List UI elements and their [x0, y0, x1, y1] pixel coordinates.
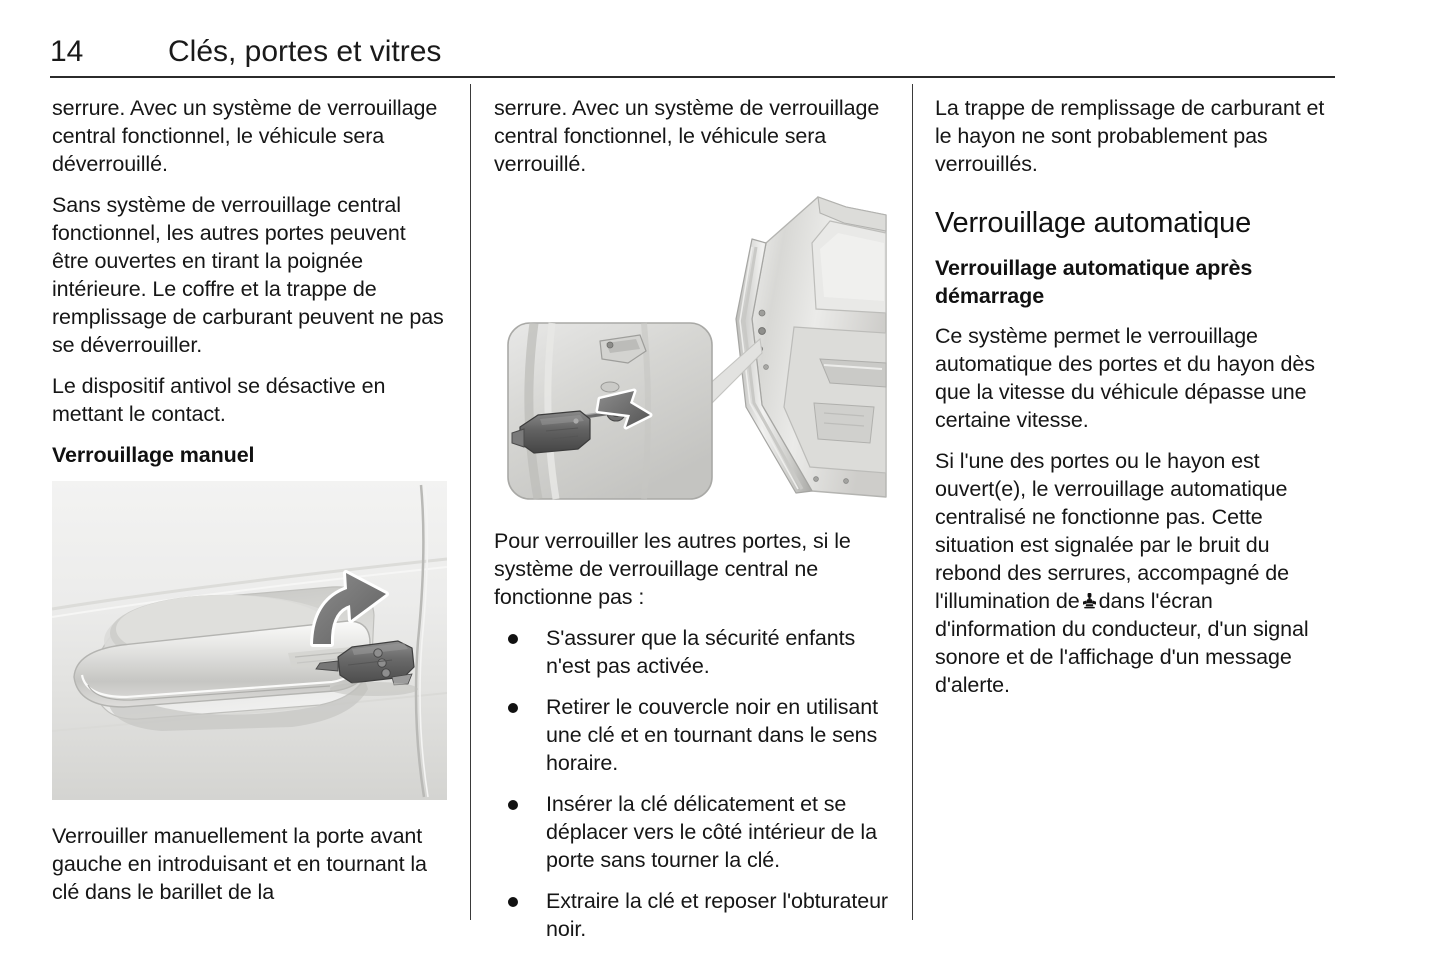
subheading-auto-lock-after-start: Verrouillage automatique après démarrage	[935, 256, 1253, 308]
column-three	[935, 94, 1331, 699]
subheading-manual-locking: Verrouillage manuel	[52, 443, 255, 467]
bullet-icon	[508, 634, 518, 644]
page-number: 14	[50, 35, 84, 68]
paragraph: serrure. Avec un système de verrouillage central fonctionnel, le véhicule sera déverrouillé.	[52, 96, 438, 176]
page-header	[50, 34, 1335, 74]
warning-text-part-2: dans l'écran d'information du conducteur, d'un signal sonore et de l'affichage d'un message d'alerte.	[935, 589, 1309, 697]
open-door-lock-detail-illustration	[494, 191, 889, 507]
header-divider-rule	[50, 76, 1335, 78]
warning-text-part-1: Si l'une des portes ou le hayon est ouvert(e), le verrouillage automatique centralisé ne fonctionne pas. Cette situation est signalée par le bruit du rebond des serrures, accompagné de l'illumination de	[935, 449, 1289, 613]
paragraph-with-warning-icon	[935, 447, 1331, 699]
list-item	[494, 693, 890, 777]
column-two	[494, 94, 890, 943]
paragraph: Sans système de verrouillage central fonctionnel, les autres portes peuvent être ouvertes en tirant la poignée intérieure. Le coffre et la trappe de remplissage de carburant peuvent ne pas se déverrouiller.	[52, 193, 444, 357]
list-item	[494, 790, 890, 874]
bullet-icon	[508, 800, 518, 810]
bullet-icon	[508, 703, 518, 713]
list-item-label: Retirer le couvercle noir en utilisant une clé et en tournant dans le sens horaire.	[546, 695, 878, 775]
paragraph: Ce système permet le verrouillage automatique des portes et du hayon dès que la vitesse du véhicule dépasse une certaine vitesse.	[935, 324, 1315, 432]
column-divider-1	[470, 84, 471, 920]
section-heading-automatic-locking: Verrouillage automatique	[935, 207, 1252, 239]
column-divider-2	[912, 84, 913, 920]
list-item-label: Insérer la clé délicatement et se déplacer vers le côté intérieur de la porte sans tourner la clé.	[546, 792, 877, 872]
column-one	[52, 94, 448, 906]
paragraph: La trappe de remplissage de carburant et le hayon ne sont probablement pas verrouillés.	[935, 96, 1325, 176]
list-item	[494, 887, 890, 943]
door-ajar-warning-icon	[1082, 592, 1097, 611]
page-title: Clés, portes et vitres	[168, 35, 442, 68]
list-item-label: Extraire la clé et reposer l'obturateur noir.	[546, 889, 888, 941]
locking-steps-list	[494, 624, 890, 943]
bullet-icon	[508, 897, 518, 907]
door-handle-key-illustration	[52, 481, 447, 800]
list-intro-paragraph: Pour verrouiller les autres portes, si le système de verrouillage central ne fonctionne pas :	[494, 529, 851, 609]
paragraph: serrure. Avec un système de verrouillage central fonctionnel, le véhicule sera verrouillé.	[494, 96, 880, 176]
list-item	[494, 624, 890, 680]
figure-caption: Verrouiller manuellement la porte avant gauche en introduisant et en tournant la clé dans le barillet de la	[52, 824, 427, 904]
list-item-label: S'assurer que la sécurité enfants n'est pas activée.	[546, 626, 856, 678]
paragraph: Le dispositif antivol se désactive en mettant le contact.	[52, 374, 386, 426]
